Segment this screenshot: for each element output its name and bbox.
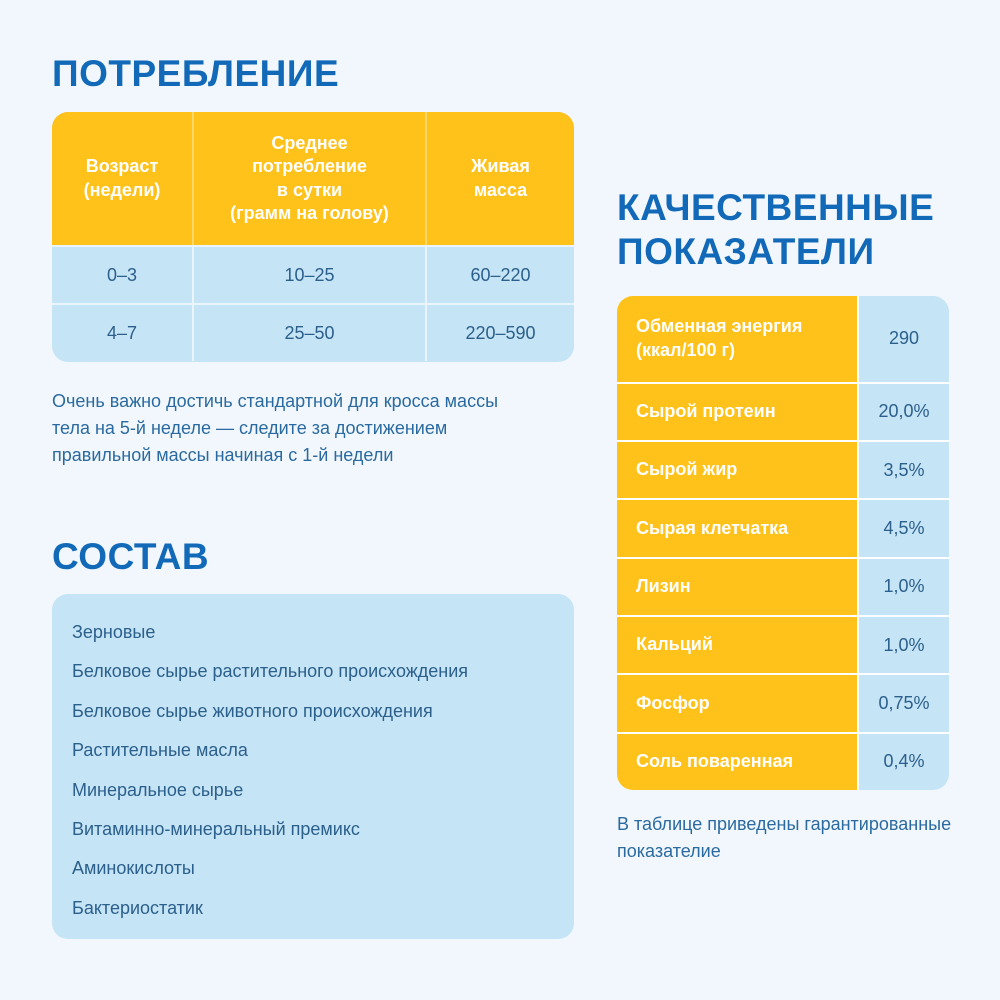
quality-label: Сырой протеин: [617, 384, 857, 440]
cell-age: 4–7: [106, 322, 138, 343]
header-age: Возраст (недели): [83, 156, 161, 200]
cell-age: 0–3: [106, 264, 138, 285]
table-row: [617, 673, 949, 731]
list-item: Минеральное сырье: [72, 779, 244, 800]
table-row: [617, 557, 949, 615]
quality-value: 0,75%: [857, 675, 949, 731]
table-row: [52, 303, 574, 361]
table-row: [617, 498, 949, 556]
quality-label: Сырая клетчатка: [617, 500, 857, 556]
consumption-table: [52, 112, 574, 362]
quality-value: 1,0%: [857, 617, 949, 673]
list-item: Бактериостатик: [72, 897, 203, 918]
composition-list: [52, 594, 574, 939]
quality-label: Лизин: [617, 559, 857, 615]
list-item: Растительные масла: [72, 740, 248, 761]
consumption-table-header: [52, 112, 574, 245]
quality-table: [617, 296, 949, 790]
quality-value: 4,5%: [857, 500, 949, 556]
table-row: [617, 440, 949, 498]
quality-label: Фосфор: [617, 675, 857, 731]
quality-label: Кальций: [617, 617, 857, 673]
list-item: Аминокислоты: [72, 858, 195, 879]
quality-note: В таблице приведены гарантированные показателие: [617, 814, 952, 861]
table-row: [617, 732, 949, 790]
table-row: [617, 382, 949, 440]
quality-label: Соль поваренная: [617, 734, 857, 790]
quality-label: Сырой жир: [617, 442, 857, 498]
table-row: [617, 296, 949, 382]
consumption-note: Очень важно достичь стандартной для кросса массы тела на 5-й неделе — следите за достижением правильной массы начиная с 1-й недели: [52, 391, 499, 465]
quality-value: 20,0%: [857, 384, 949, 440]
list-item: Зерновые: [72, 622, 156, 642]
cell-consumption: 10–25: [192, 247, 425, 303]
cell-consumption: 25–50: [192, 305, 425, 361]
quality-value: 290: [857, 296, 949, 382]
quality-value: 3,5%: [857, 442, 949, 498]
cell-weight: 220–590: [425, 305, 574, 361]
quality-label: Обменная энергия (ккал/100 г): [617, 296, 857, 382]
consumption-title: ПОТРЕБЛЕНИЕ: [52, 53, 340, 94]
list-item: Витаминно-минеральный премикс: [72, 819, 360, 840]
quality-value: 0,4%: [857, 734, 949, 790]
header-live-weight: Живая масса: [425, 112, 574, 245]
quality-value: 1,0%: [857, 559, 949, 615]
header-daily-consumption: Среднее потребление в сутки (грамм на голову): [192, 112, 425, 245]
list-item: Белковое сырье растительного происхождения: [72, 661, 469, 682]
cell-weight: 60–220: [425, 247, 574, 303]
composition-title: СОСТАВ: [52, 536, 210, 577]
table-row: [617, 615, 949, 673]
list-item: Белковое сырье животного происхождения: [72, 700, 433, 721]
table-row: [52, 245, 574, 303]
quality-title: КАЧЕСТВЕННЫЕ ПОКАЗАТЕЛИ: [617, 187, 935, 272]
